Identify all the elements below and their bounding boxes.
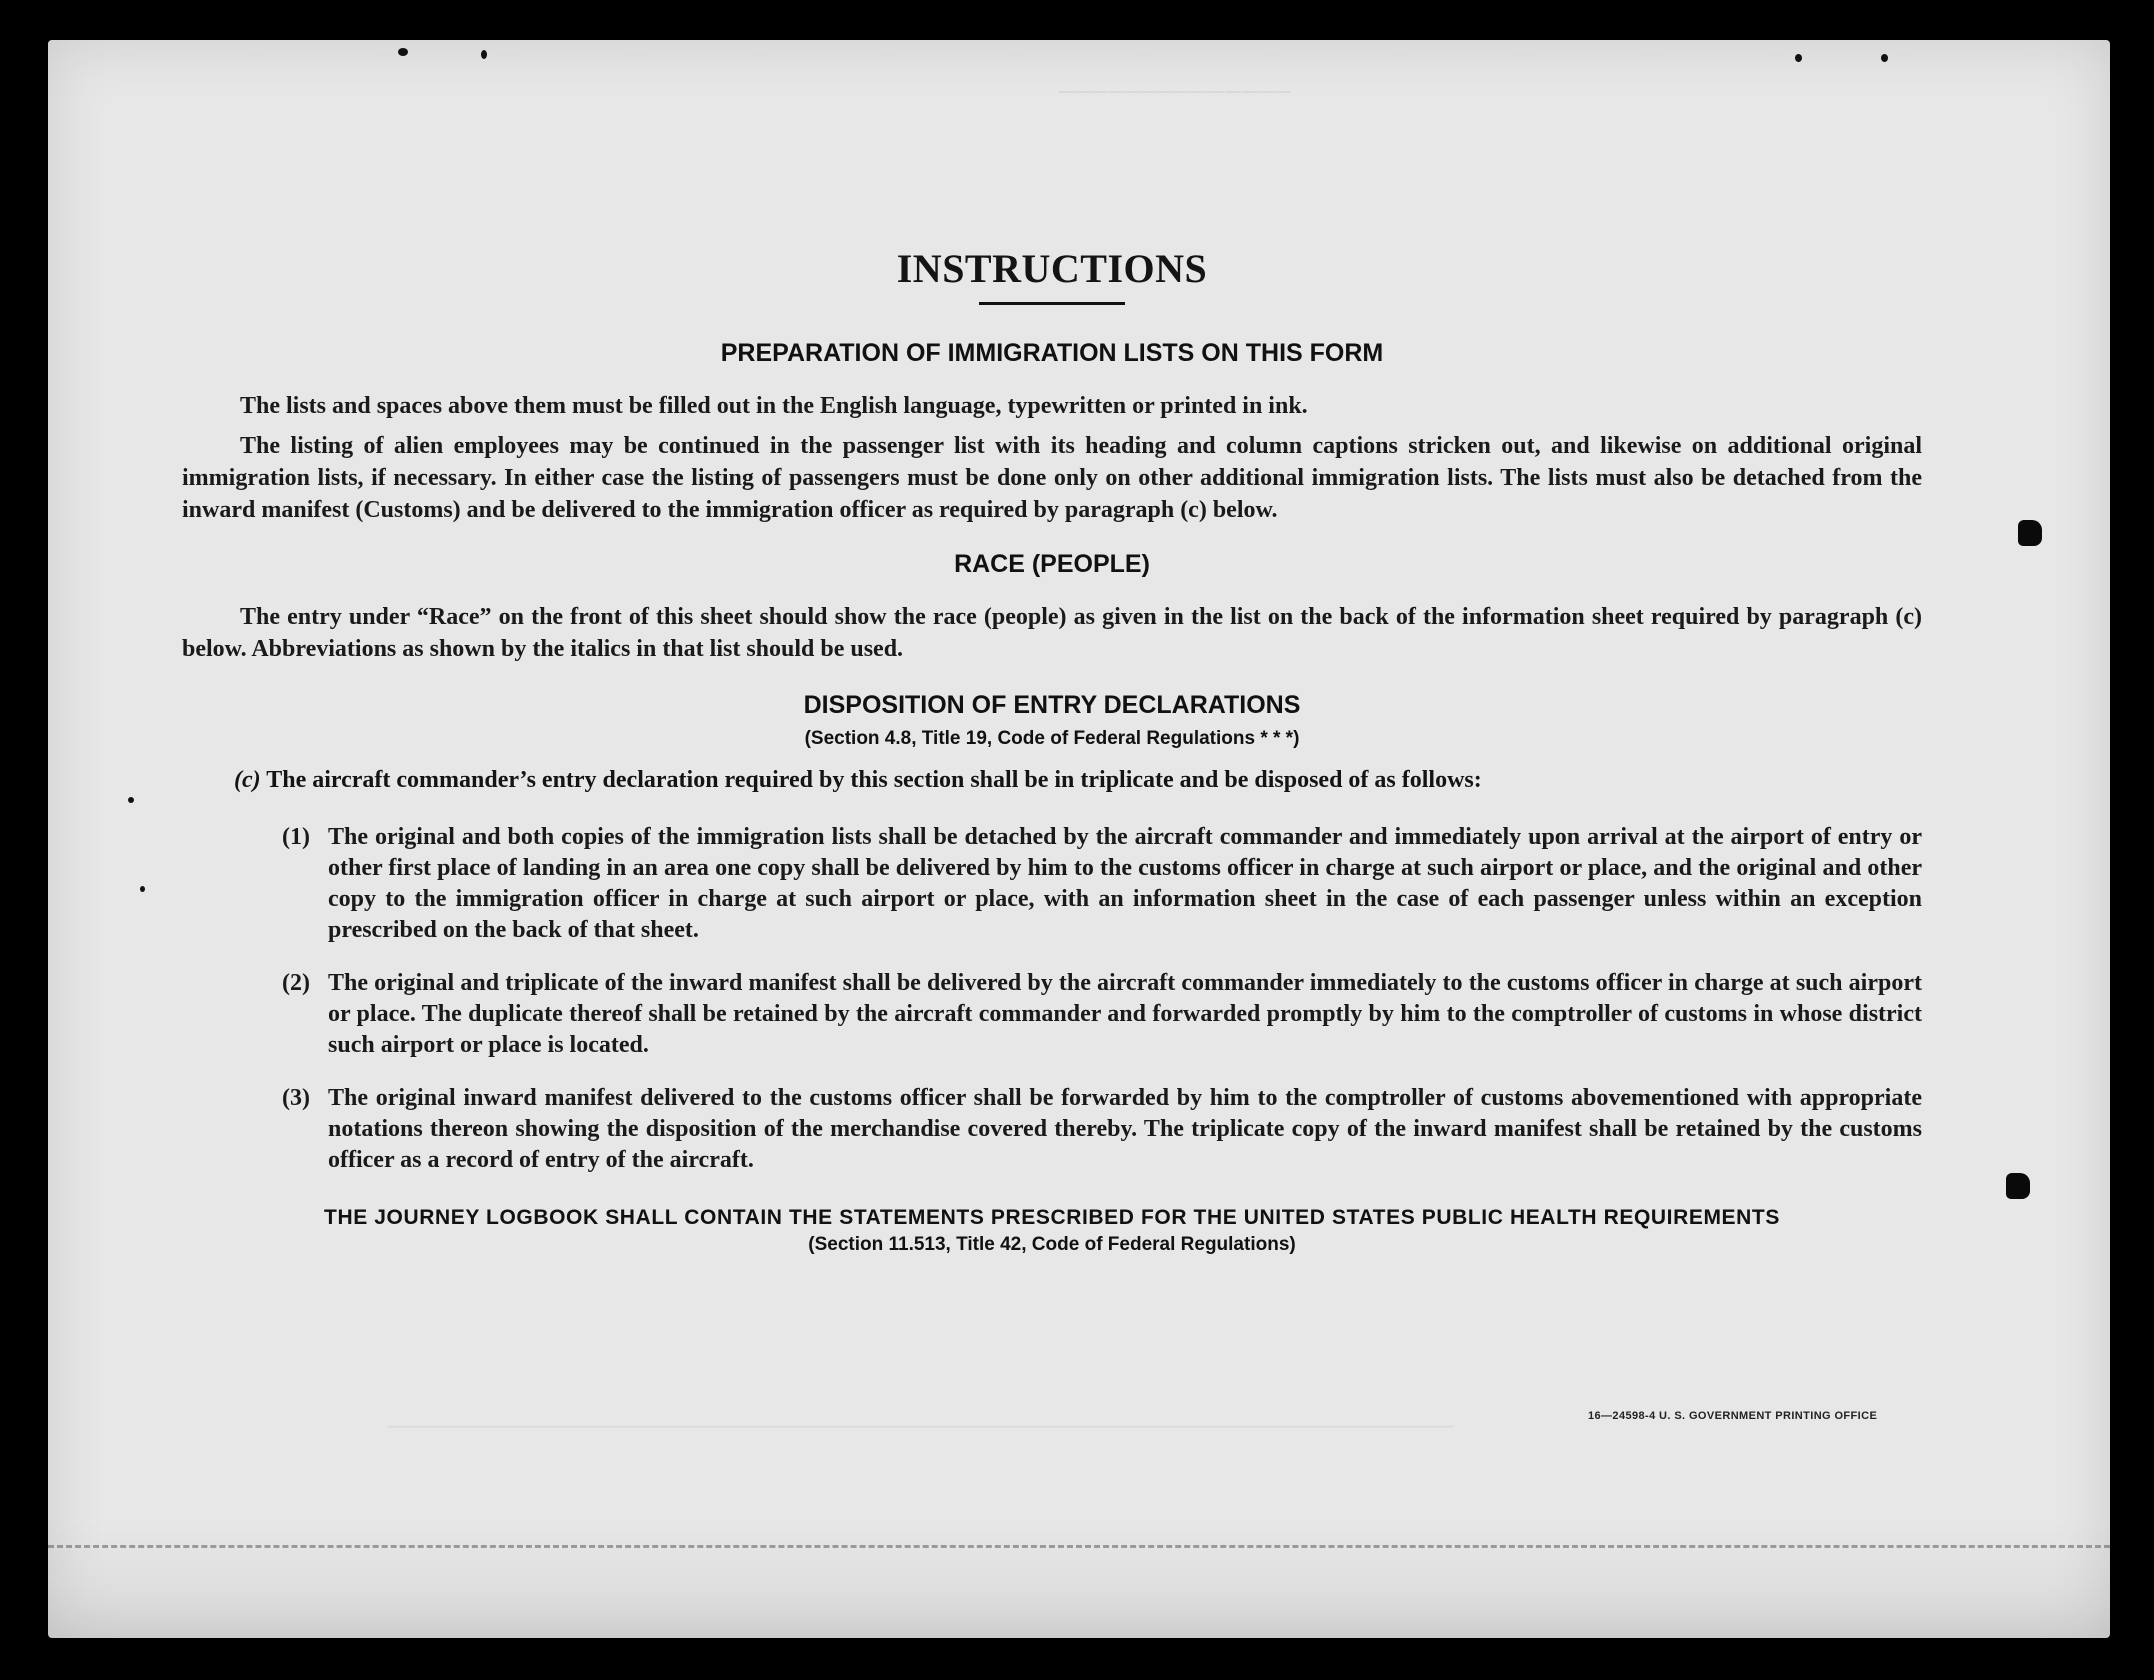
speck — [1881, 54, 1888, 62]
disposition-item-text: The original inward manifest delivered to the customs officer shall be forwarded by him to the comptroller of customs abovementioned with appropriate notations thereon showing the disposition of the merchandise covered thereby. The triplicate copy of the inward manifest shall be retained by the customs officer as a record of entry of the aircraft. — [328, 1085, 1922, 1173]
disposition-item-number: (2) — [282, 970, 310, 996]
disposition-item — [182, 968, 1922, 1061]
disposition-subheading: (Section 4.8, Title 19, Code of Federal Regulations * * *) — [804, 728, 1300, 749]
punch-mark-lower — [2006, 1173, 2030, 1199]
disposition-item — [182, 822, 1922, 946]
logbook-heading: THE JOURNEY LOGBOOK SHALL CONTAIN THE STATEMENTS PRESCRIBED FOR THE UNITED STATES PUBLIC HEALTH REQUIREMENTS — [324, 1206, 1780, 1229]
perforation-line — [48, 1545, 2110, 1548]
bleed-through-top: ────────────── — [1058, 78, 1291, 108]
race-heading: RACE (PEOPLE) — [954, 550, 1150, 578]
speck — [140, 886, 145, 892]
page-title: INSTRUCTIONS — [896, 246, 1208, 291]
logbook-subheading: (Section 11.513, Title 42, Code of Federal Regulations) — [808, 1234, 1296, 1255]
preparation-paragraph-2: The listing of alien employees may be continued in the passenger list with its heading and column captions stricken out, and likewise on additional original immigration lists, if necessary. In either case the listing of passengers must be done only on other additional immigration lists. The lists must also be detached from the inward manifest (Customs) and be delivered to the immigration officer as required by paragraph (c) below. — [182, 433, 1922, 523]
disposition-item — [182, 1083, 1922, 1176]
disposition-intro — [182, 764, 1922, 796]
preparation-heading: PREPARATION OF IMMIGRATION LISTS ON THIS FORM — [720, 339, 1384, 367]
disposition-intro-text: The aircraft commander’s entry declaration required by this section shall be in triplicate and be disposed of as follows: — [266, 767, 1482, 793]
disposition-item-text: The original and both copies of the immigration lists shall be detached by the aircraft commander and immediately upon arrival at the airport of entry or other first place of landing in an area one copy shall be delivered by him to the customs officer in charge at such airport or place, and the original and other copy to the immigration officer in charge at such airport or place, with an information sheet in the case of each passenger unless within an exception prescribed on the back of that sheet. — [328, 824, 1922, 943]
printer-mark: 16—24598-4 U. S. GOVERNMENT PRINTING OFFICE — [1588, 1410, 1878, 1422]
disposition-intro-label: (c) — [234, 767, 261, 793]
document-page — [48, 40, 2110, 1638]
speck — [1795, 54, 1802, 62]
punch-mark-upper — [2018, 520, 2042, 546]
instructions-content — [182, 245, 1922, 1256]
speck — [398, 48, 408, 56]
bleed-through-mid: ────────────────────────────────────────────────────────────────────────── — [388, 1415, 1454, 1442]
disposition-item-number: (1) — [282, 824, 310, 850]
disposition-item-text: The original and triplicate of the inward manifest shall be delivered by the aircraft commander immediately to the customs officer in charge at such airport or place. The duplicate thereof shall be retained by the aircraft commander and forwarded promptly by him to the comptroller of customs in whose district such airport or place is located. — [328, 970, 1922, 1058]
speck — [481, 50, 487, 59]
disposition-item-number: (3) — [282, 1085, 310, 1111]
title-underline — [979, 302, 1125, 305]
race-paragraph: The entry under “Race” on the front of this sheet should show the race (people) as given in the list on the back of the information sheet required by paragraph (c) below. Abbreviations as shown by the italics in that list should be used. — [182, 604, 1922, 662]
preparation-paragraph-1: The lists and spaces above them must be filled out in the English language, typewritten or printed in ink. — [240, 393, 1308, 419]
speck — [128, 797, 134, 803]
disposition-heading: DISPOSITION OF ENTRY DECLARATIONS — [803, 691, 1301, 719]
